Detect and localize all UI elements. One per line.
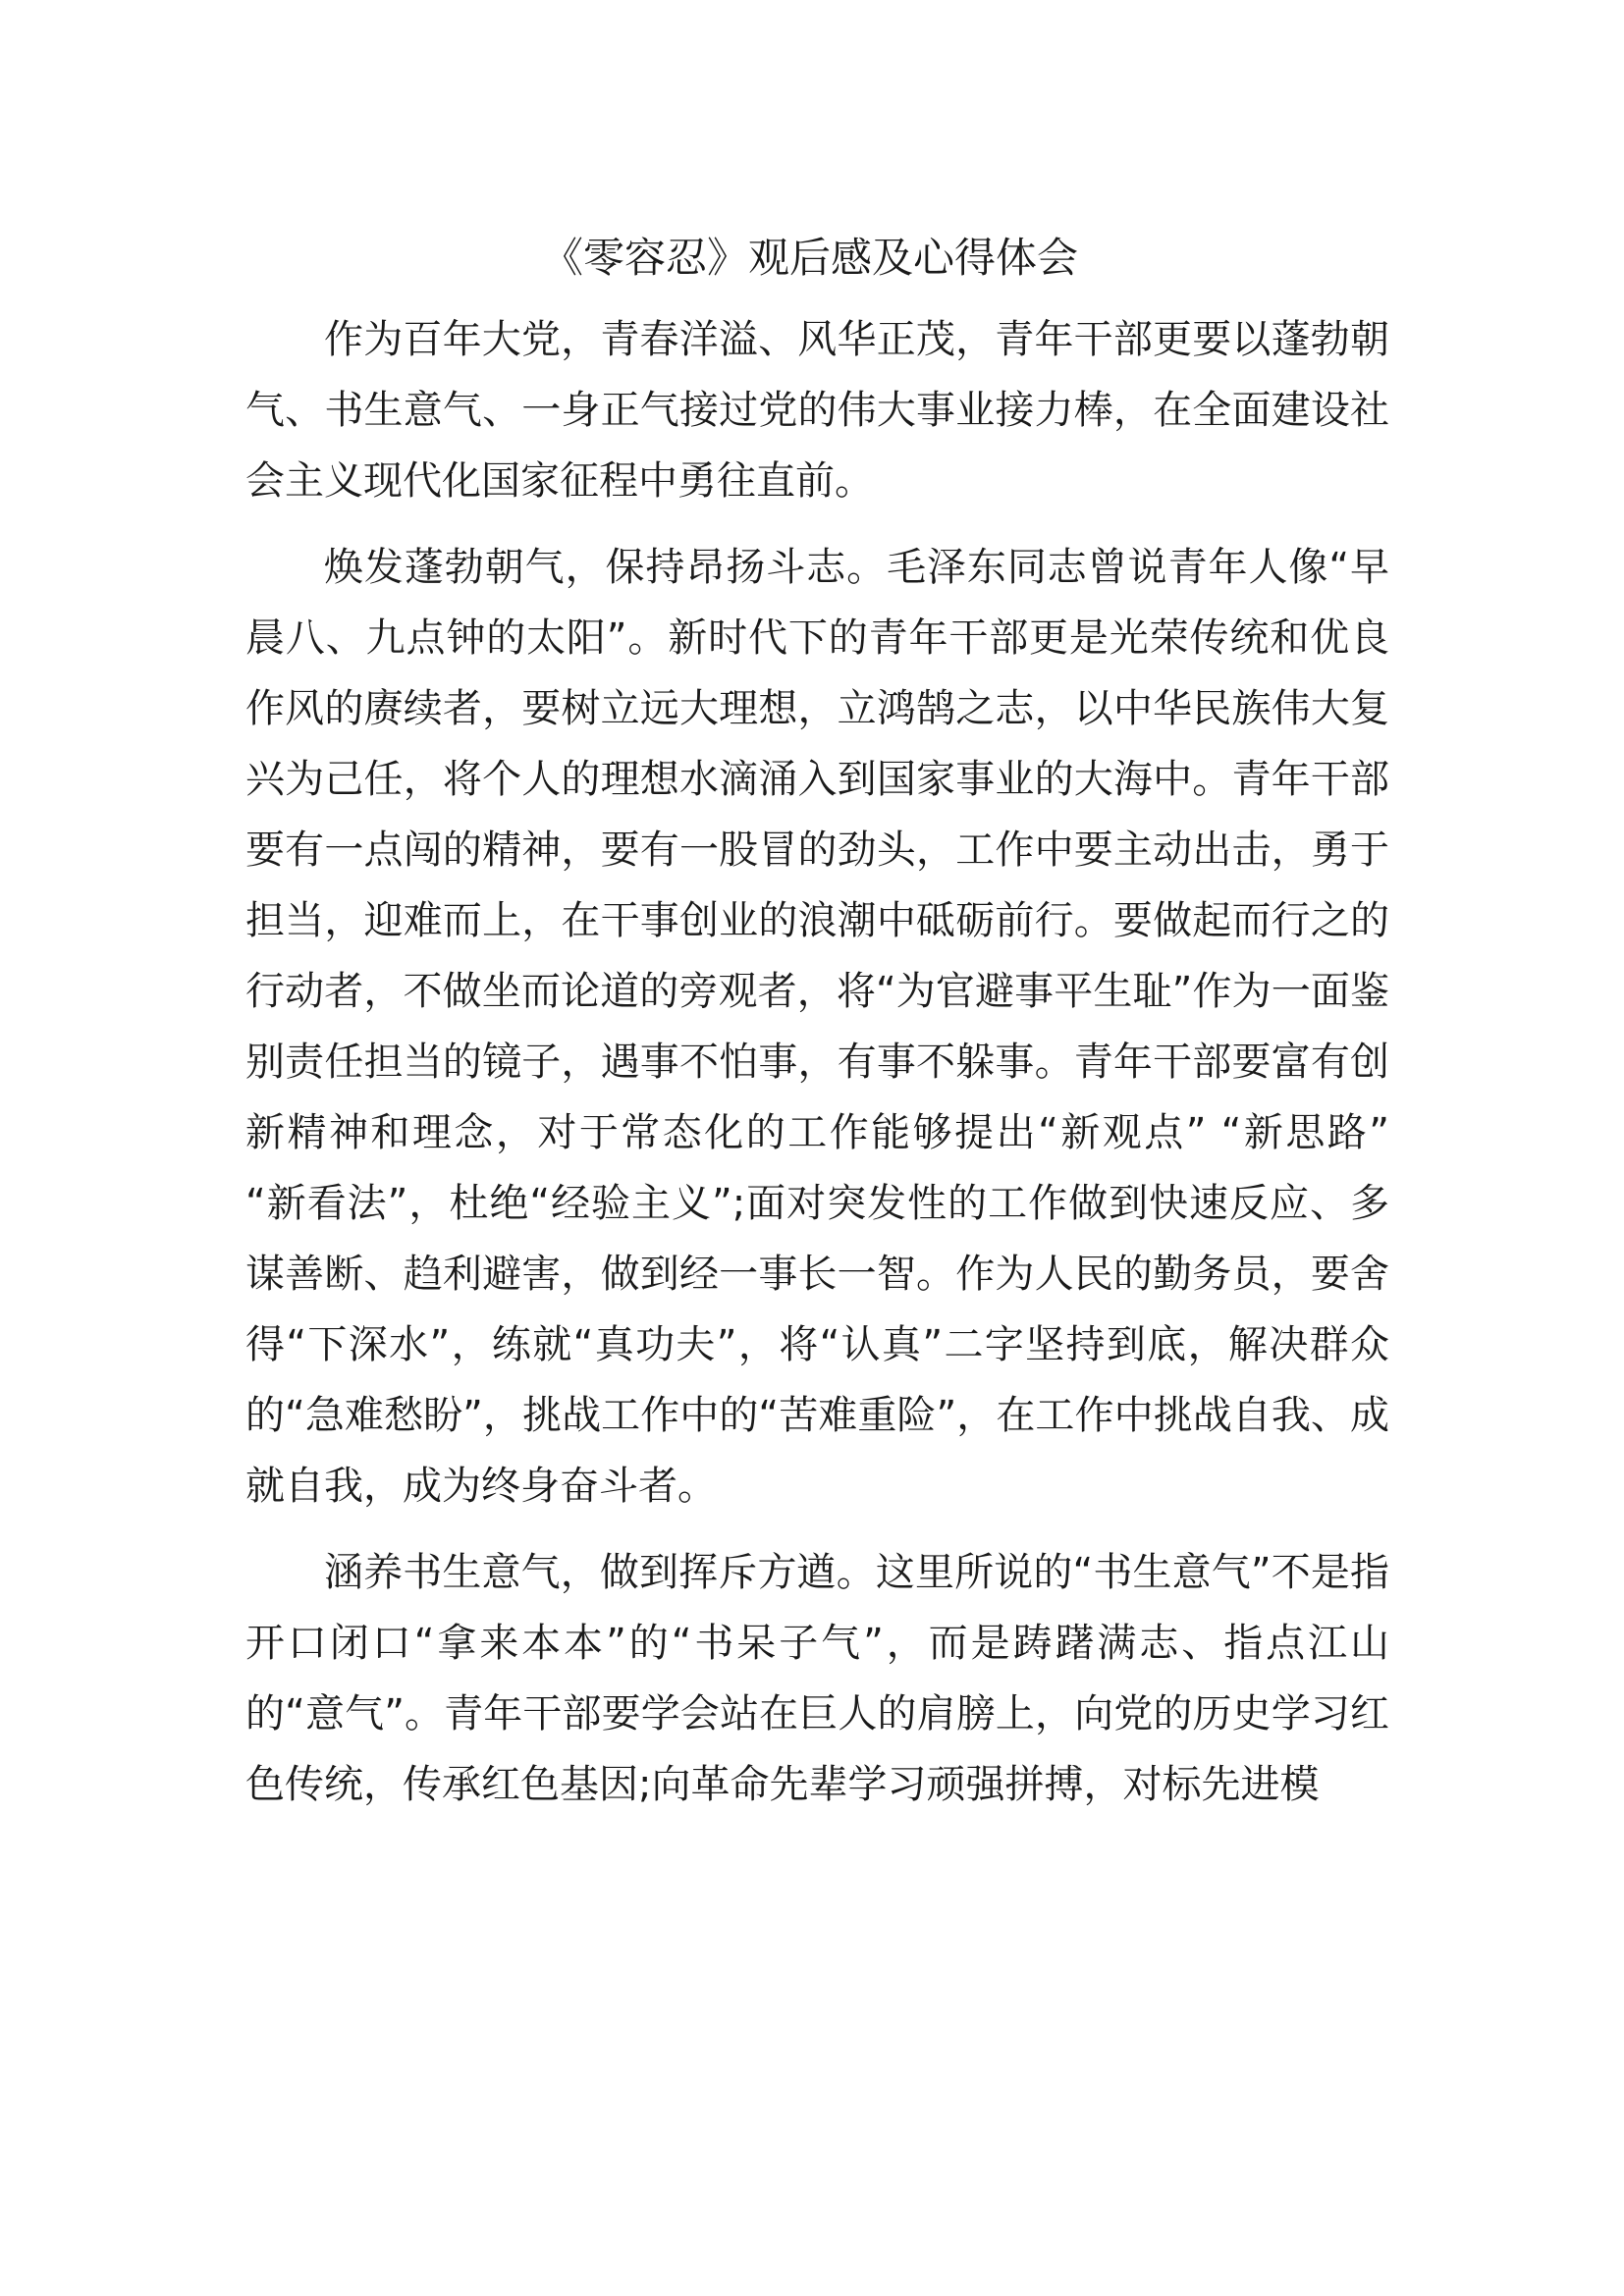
paragraph-1: 作为百年大党，青春洋溢、风华正茂，青年干部更要以蓬勃朝气、书生意气、一身正气接过党的伟大事业接力棒，在全面建设社会主义现代化国家征程中勇往直前。 — [245, 317, 1389, 504]
document-body — [245, 304, 1389, 1836]
paragraph-3: 涵养书生意气，做到挥斥方遒。这里所说的“书生意气”不是指开口闭口“拿来本本”的“书呆子气”，而是踌躇满志、指点江山的“意气”。青年干部要学会站在巨人的肩膀上，向党的历史学习红色传统，传承红色基因;向革命先辈学习顽强拼搏，对标先进模 — [245, 1550, 1389, 1807]
document-title: 《零容忍》观后感及心得体会 — [541, 234, 1078, 282]
paragraph-2: 焕发蓬勃朝气，保持昂扬斗志。毛泽东同志曾说青年人像“早晨八、九点钟的太阳”。新时代下的青年干部更是光荣传统和优良作风的赓续者，要树立远大理想，立鸿鹄之志，以中华民族伟大复兴为己任，将个人的理想水滴涌入到国家事业的大海中。青年干部要有一点闯的精神，要有一股冒的劲头，工作中要主动出击，勇于担当，迎难而上，在干事创业的浪潮中砥砺前行。要做起而行之的行动者，不做坐而论道的旁观者，将“为官避事平生耻”作为一面鉴别责任担当的镜子，遇事不怕事，有事不躲事。青年干部要富有创新精神和理念，对于常态化的工作能够提出“新观点” “新思路” “新看法”，杜绝“经验主义”;面对突发性的工作做到快速反应、多谋善断、趋利避害，做到经一事长一智。作为人民的勤务员，要舍得“下深水”，练就“真功夫”，将“认真”二字坚持到底，解决群众的“急难愁盼”，挑战工作中的“苦难重险”，在工作中挑战自我、成就自我，成为终身奋斗者。 — [245, 545, 1389, 1509]
